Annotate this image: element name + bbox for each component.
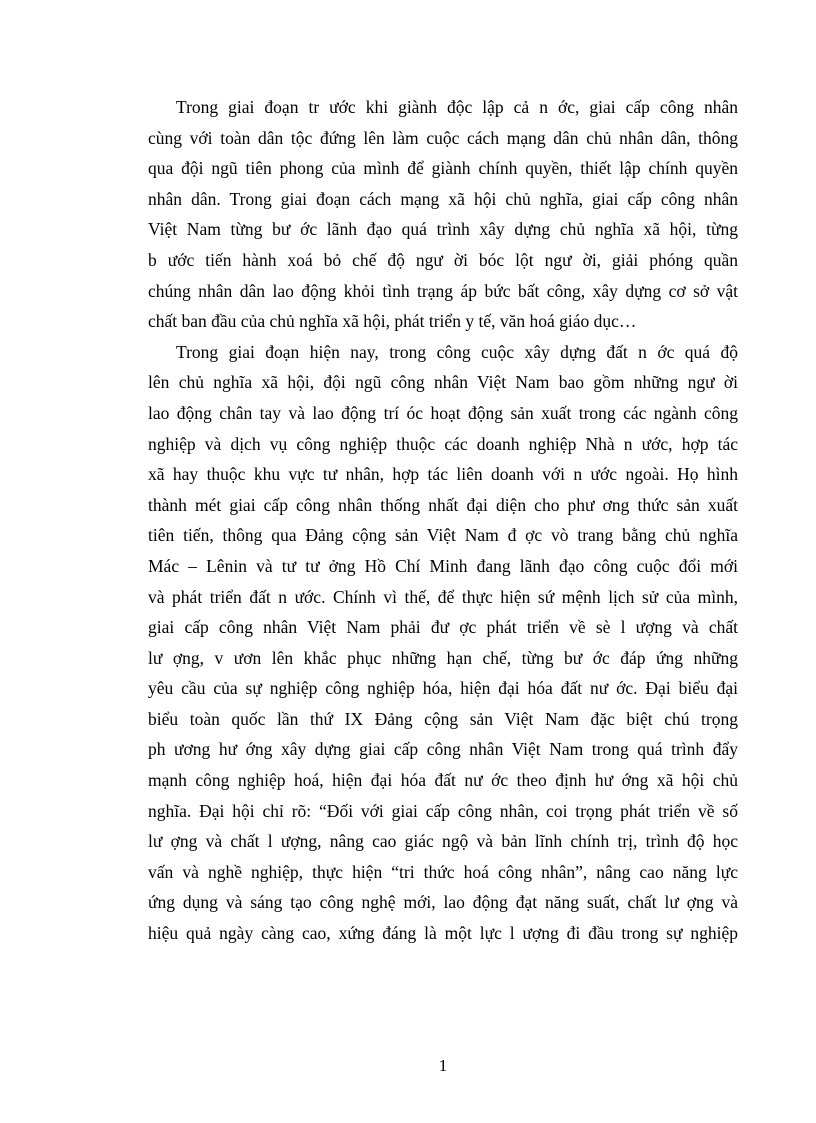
paragraph-line: Trong giai đoạn tr ước khi giành độc lập cả n ớc, giai cấp công nhân — [176, 97, 738, 117]
paragraph-line: chúng nhân dân lao động khỏi tình trạng áp bức bất công, xây dựng cơ sở vật — [148, 280, 738, 301]
paragraph-line: nghiệp và dịch vụ công nghiệp thuộc các doanh nghiệp Nhà n ước, hợp tác — [148, 433, 738, 454]
paragraph-line: xã hay thuộc khu vực tư nhân, hợp tác liên doanh với n ước ngoài. Họ hình — [148, 464, 738, 485]
paragraph-line: hiệu quả ngày càng cao, xứng đáng là một lực l ượng đi đầu trong sự nghiệp — [148, 923, 738, 944]
paragraph-line: Mác – Lênin và tư tư ởng Hồ Chí Minh đang lãnh đạo công cuộc đổi mới — [148, 555, 738, 576]
paragraph-line: b ước tiến hành xoá bỏ chế độ ngư ời bóc lột ngư ời, giải phóng quần — [148, 249, 738, 270]
paragraph-line: Trong giai đoạn hiện nay, trong công cuộc xây dựng đất n ớc quá độ — [176, 341, 738, 362]
paragraph-line: tiên tiến, thông qua Đảng cộng sản Việt Nam đ ợc vò trang bằng chủ nghĩa — [148, 525, 738, 546]
paragraph-line: vấn và nghề nghiệp, thực hiện “tri thức hoá công nhân”, nâng cao năng lực — [148, 861, 738, 882]
paragraph-line: biểu toàn quốc lần thứ IX Đảng cộng sản Việt Nam đặc biệt chú trọng — [148, 708, 738, 729]
paragraph-line: ứng dụng và sáng tạo công nghệ mới, lao động đạt năng suất, chất lư ợng và — [148, 892, 738, 913]
paragraph-line: chất ban đầu của chủ nghĩa xã hội, phát triển y tế, văn hoá giáo dục… — [148, 311, 637, 332]
body-text — [148, 92, 738, 949]
paragraph-line: lao động chân tay và lao động trí óc hoạt động sản xuất trong các ngành công — [148, 402, 738, 423]
paragraph-line: cùng với toàn dân tộc đứng lên làm cuộc cách mạng dân chủ nhân dân, thông — [148, 127, 738, 148]
paragraph-line: qua đội ngũ tiên phong của mình để giành chính quyền, thiết lập chính quyền — [148, 158, 738, 179]
paragraph-line: yêu cầu của sự nghiệp công nghiệp hóa, hiện đại hóa đất nư ớc. Đại biểu đại — [148, 678, 738, 699]
paragraph-line: nghĩa. Đại hội chỉ rõ: “Đối với giai cấp công nhân, coi trọng phát triển về số — [148, 800, 738, 821]
paragraph-line: lư ợng và chất l ượng, nâng cao giác ngộ và bản lĩnh chính trị, trình độ học — [148, 831, 738, 852]
paragraph-line: Việt Nam từng bư ớc lãnh đạo quá trình xây dựng chủ nghĩa xã hội, từng — [148, 219, 738, 240]
paragraph-line: lên chủ nghĩa xã hội, đội ngũ công nhân Việt Nam bao gồm những ngư ời — [148, 372, 738, 393]
paragraph-line: ph ương hư ớng xây dựng giai cấp công nhân Việt Nam trong quá trình đẩy — [148, 739, 738, 760]
paragraph-line: mạnh công nghiệp hoá, hiện đại hóa đất nư ớc theo định hư ớng xã hội chủ — [148, 770, 738, 791]
paragraph-line: lư ợng, v ươn lên khắc phục những hạn chế, từng bư ớc đáp ứng những — [148, 647, 738, 668]
paragraph-2 — [148, 337, 738, 949]
page-number: 1 — [438, 1056, 448, 1075]
paragraph-1 — [148, 92, 738, 337]
paragraph-line: và phát triển đất n ước. Chính vì thế, để thực hiện sứ mệnh lịch sử của mình, — [148, 586, 738, 607]
paragraph-line: giai cấp công nhân Việt Nam phải đư ợc phát triển về sè l ượng và chất — [148, 617, 738, 638]
paragraph-line: thành mét giai cấp công nhân thống nhất đại diện cho phư ơng thức sản xuất — [148, 494, 738, 515]
paragraph-line: nhân dân. Trong giai đoạn cách mạng xã hội chủ nghĩa, giai cấp công nhân — [148, 188, 738, 209]
